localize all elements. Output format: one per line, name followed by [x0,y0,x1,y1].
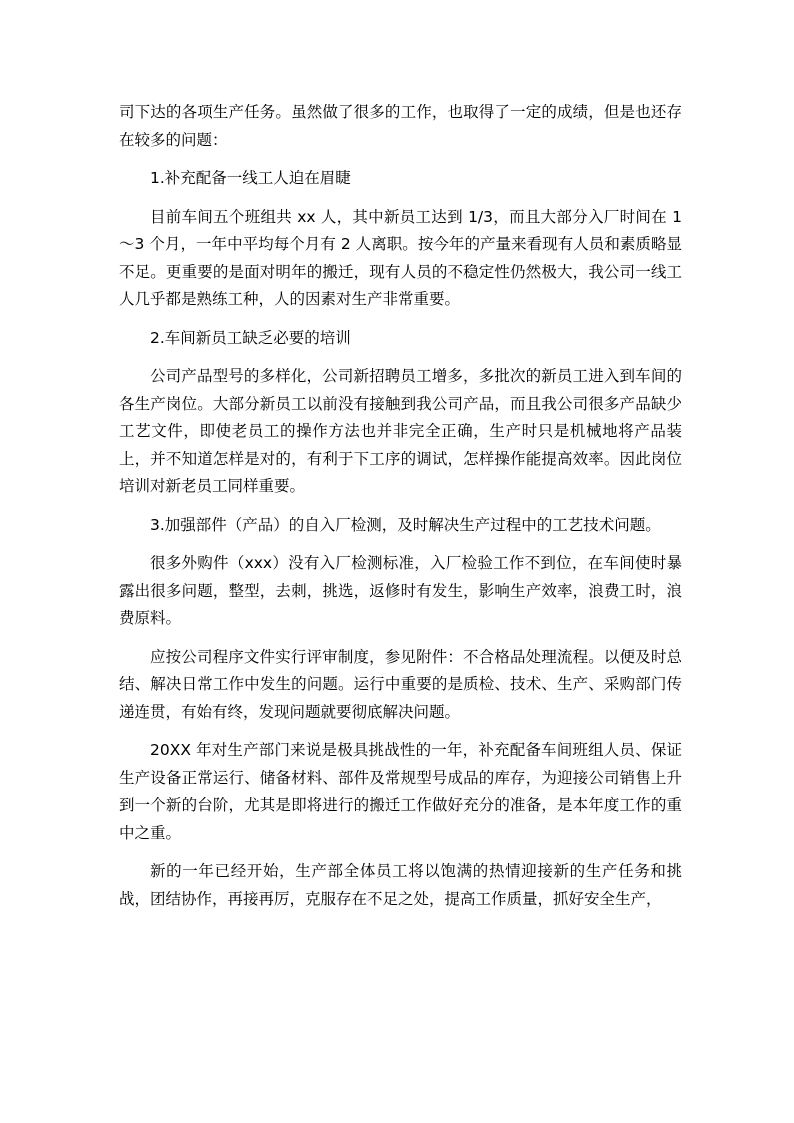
section-1-paragraph: 目前车间五个班组共 xx 人，其中新员工达到 1/3，而且大部分入厂时间在 1～3 个月，一年中平均每个月有 2 人离职。按今年的产量来看现有人员和素质略显不足。更重要的是面对明年的搬迁，现有人员的不稳定性仍然极大，我公司一线工人几乎都是熟练工种，人的因素对生产非常重要。 [119,207,682,308]
section-3-paragraph-1: 很多外购件（xxx）没有入厂检测标准，入厂检验工作不到位，在车间使时暴露出很多问题，整型，去刺，挑选，返修时有发生，影响生产效率，浪费工时，浪费原料。 [119,554,682,627]
section-2-heading: 2.车间新员工缺乏必要的培训 [150,328,351,347]
section-1-heading: 1.补充配备一线工人迫在眉睫 [150,169,351,187]
section-3-paragraph-2: 应按公司程序文件实行评审制度，参见附件：不合格品处理流程。以便及时总结、解决日常工作中发生的问题。运行中重要的是质检、技术、生产、采购部门传递连贯，有始有终，发现问题就要彻底解决问题。 [119,647,682,721]
document-body [119,99,682,924]
closing-paragraph: 新的一年已经开始，生产部全体员工将以饱满的热情迎接新的生产任务和挑战，团结协作，再接再厉，克服存在不足之处，提高工作质量，抓好安全生产， [119,862,682,908]
intro-paragraph: 司下达的各项生产任务。虽然做了很多的工作，也取得了一定的成绩，但是也还存在较多的问题： [119,103,682,149]
section-3-heading: 3.加强部件（产品）的自入厂检测，及时解决生产过程中的工艺技术问题。 [150,515,661,534]
summary-paragraph: 20XX 年对生产部门来说是极具挑战性的一年，补充配备车间班组人员、保证生产设备正常运行、储备材料、部件及常规型号成品的库存，为迎接公司销售上升到一个新的台阶，尤其是即将进行的搬迁工作做好充分的准备，是本年度工作的重中之重。 [119,741,682,842]
section-2-paragraph: 公司产品型号的多样化，公司新招聘员工增多，多批次的新员工进入到车间的各生产岗位。大部分新员工以前没有接触到我公司产品，而且我公司很多产品缺少工艺文件，即使老员工的操作方法也并非完全正确，生产时只是机械地将产品装上，并不知道怎样是对的，有利于下工序的调试，怎样操作能提高效率。因此岗位培训对新老员工同样重要。 [119,367,682,495]
